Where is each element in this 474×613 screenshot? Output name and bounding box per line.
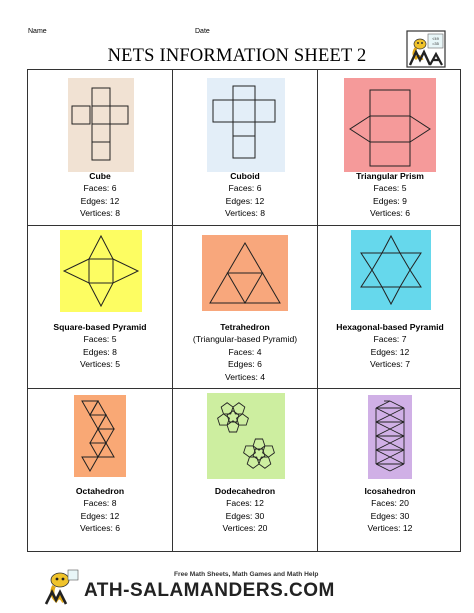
shape-name: Dodecahedron	[214, 486, 276, 496]
edges-count: Edges: 8	[83, 346, 117, 357]
hexagonal-pyramid-net-diagram	[351, 230, 431, 310]
date-label: Date	[195, 28, 210, 35]
vertices-count: Vertices: 5	[79, 359, 121, 370]
card-square-based-pyramid	[28, 226, 172, 386]
faces-count: Faces: 6	[83, 183, 117, 194]
shape-name: Cuboid	[230, 171, 260, 181]
edges-count: Edges: 6	[228, 359, 262, 370]
shape-name: Icosahedron	[364, 486, 416, 496]
vertices-count: Vertices: 8	[79, 208, 121, 219]
card-tetrahedron	[173, 226, 317, 386]
shape-subtitle: (Triangular-based Pyramid)	[192, 334, 298, 345]
edges-count: Edges: 9	[373, 195, 407, 206]
footer-tagline: Free Math Sheets, Math Games and Math Help	[174, 571, 319, 578]
edges-count: Edges: 12	[80, 510, 120, 521]
faces-count: Faces: 6	[228, 183, 262, 194]
faces-count: Faces: 20	[371, 498, 409, 509]
card-icosahedron	[318, 389, 462, 549]
card-octahedron	[28, 389, 172, 549]
edges-count: Edges: 30	[225, 510, 265, 521]
octahedron-net-diagram	[74, 395, 126, 477]
nets-grid	[27, 69, 461, 552]
shape-name: Square-based Pyramid	[53, 322, 147, 332]
dodecahedron-net-diagram	[207, 393, 285, 479]
shape-name: Hexagonal-based Pyramid	[336, 322, 444, 332]
faces-count: Faces: 5	[83, 334, 117, 345]
card-dodecahedron	[173, 389, 317, 549]
edges-count: Edges: 30	[370, 510, 410, 521]
faces-count: Faces: 7	[373, 334, 407, 345]
name-label: Name	[28, 28, 47, 35]
shape-name: Cube	[89, 171, 111, 181]
icosahedron-net-diagram	[368, 395, 412, 479]
vertices-count: Vertices: 4	[224, 371, 266, 382]
card-cuboid	[173, 70, 317, 230]
faces-count: Faces: 4	[228, 346, 262, 357]
vertices-count: Vertices: 6	[79, 523, 121, 534]
faces-count: Faces: 8	[83, 498, 117, 509]
edges-count: Edges: 12	[370, 346, 410, 357]
vertices-count: Vertices: 7	[369, 359, 411, 370]
cuboid-net-diagram	[207, 78, 285, 172]
svg-text:=35: =35	[432, 41, 439, 46]
edges-count: Edges: 12	[80, 195, 120, 206]
shape-name: Triangular Prism	[356, 171, 424, 181]
footer-brand: ATH-SALAMANDERS.COM	[84, 580, 335, 601]
tetrahedron-net-diagram	[202, 235, 288, 311]
vertices-count: Vertices: 12	[367, 523, 413, 534]
faces-count: Faces: 12	[226, 498, 264, 509]
square-pyramid-net-diagram	[60, 230, 142, 312]
svg-text:√49: √49	[432, 36, 439, 41]
page-title: NETS INFORMATION SHEET 2	[107, 46, 367, 66]
shape-name: Tetrahedron	[220, 322, 270, 332]
card-triangular-prism	[318, 70, 462, 230]
vertices-count: Vertices: 8	[224, 208, 266, 219]
salamander-logo-icon	[406, 30, 446, 68]
shape-name: Octahedron	[75, 486, 125, 496]
vertices-count: Vertices: 20	[222, 523, 268, 534]
vertices-count: Vertices: 6	[369, 208, 411, 219]
card-hexagonal-pyramid	[318, 226, 462, 386]
card-cube	[28, 70, 172, 230]
faces-count: Faces: 5	[373, 183, 407, 194]
triangular-prism-net-diagram	[344, 78, 436, 172]
edges-count: Edges: 12	[225, 195, 265, 206]
cube-net-diagram	[68, 78, 134, 172]
